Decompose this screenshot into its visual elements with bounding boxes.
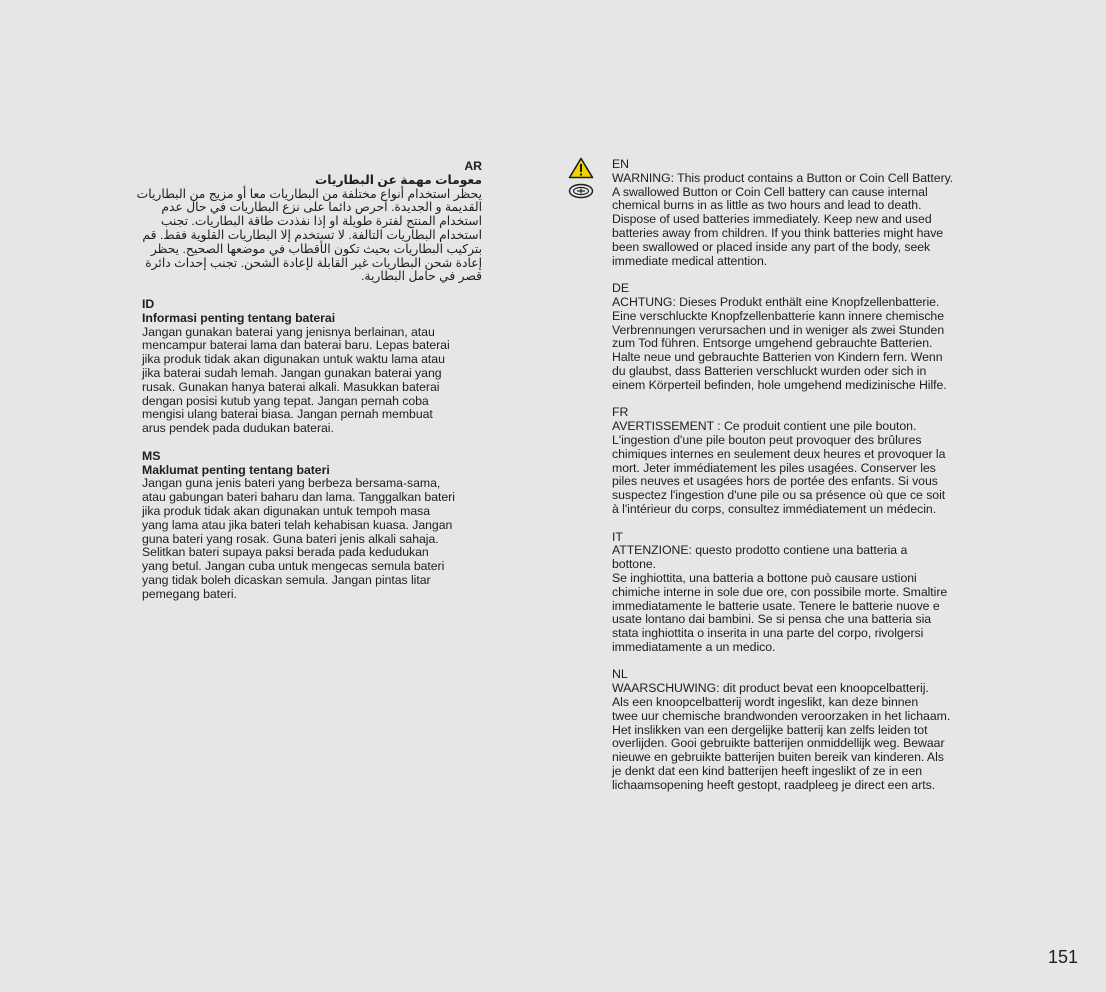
text-line: Dispose of used batteries immediately. Keep new and used — [612, 212, 932, 227]
section-code: IT — [612, 529, 623, 544]
text-line: nieuwe en gebruikte batterijen buiten bereik van kinderen. Als — [612, 750, 944, 765]
section-ms — [142, 450, 487, 602]
section-body — [612, 544, 992, 654]
section-body — [612, 682, 992, 792]
section-body — [136, 186, 482, 285]
left-column — [136, 159, 487, 615]
section-body — [142, 326, 487, 436]
section-id — [142, 298, 487, 436]
text-line: chimiques internes en seulement deux heures et provoquer la — [612, 446, 946, 461]
text-line: Jangan guna jenis bateri yang berbeza bersama-sama, — [142, 476, 441, 491]
text-line: du glaubst, dass Batterien verschluckt wurden oder sich in — [612, 363, 927, 378]
text-line: إعادة شحن البطاريات غير القابلة لإعادة الشحن. تجنب إحداث دائرة — [145, 255, 482, 270]
section-ar — [136, 159, 482, 284]
text-line: arus pendek pada dudukan baterai. — [142, 421, 334, 436]
text-line: been swallowed or placed inside any part of the body, seek — [612, 239, 931, 254]
section-nl — [612, 668, 992, 792]
text-line: jika produk tidak akan digunakan untuk waktu lama atau — [142, 352, 445, 367]
text-line: rusak. Gunakan hanya baterai alkali. Masukkan baterai — [142, 379, 440, 394]
section-code: ID — [142, 296, 155, 311]
text-line: à l'intérieur du corps, consultez immédiatement un médecin. — [612, 501, 937, 516]
text-line: Halte neue und gebrauchte Batterien von Kindern fern. Wenn — [612, 350, 943, 365]
section-en — [612, 158, 992, 268]
section-code: EN — [612, 157, 629, 171]
text-line: ACHTUNG: Dieses Produkt enthält eine Knopfzellenbatterie. — [612, 294, 940, 309]
text-line: mencampur baterai lama dan baterai baru. Lepas baterai — [142, 338, 450, 353]
text-line: Als een knoopcelbatterij wordt ingeslikt, kan deze binnen — [612, 695, 919, 710]
text-line: batteries away from children. If you think batteries might have — [612, 225, 944, 240]
text-line: Jangan gunakan baterai yang jenisnya berlainan, atau — [142, 324, 435, 339]
text-line: AVERTISSEMENT : Ce produit contient une pile bouton. — [612, 419, 917, 434]
text-line: yang betul. Jangan cuba untuk mengecas semula bateri — [142, 559, 445, 574]
text-line: twee uur chemische brandwonden veroorzaken in het lichaam. — [612, 708, 951, 723]
right-column — [612, 158, 992, 806]
text-line: بتركيب البطاريات بحيث تكون الأقطاب في موضعها الصحيح. يحظر — [150, 241, 482, 256]
text-line: atau gabungan bateri baharu dan lama. Tanggalkan bateri — [142, 490, 455, 505]
text-line: Het inslikken van een dergelijke batterij kan zelfs leiden tot — [612, 722, 928, 737]
text-line: Se inghiottita, una batteria a bottone può causare ustioni — [612, 570, 917, 585]
text-line: L'ingestion d'une pile bouton peut provoquer des brûlures — [612, 432, 922, 447]
warning-triangle-icon — [568, 157, 594, 179]
section-heading: معومات مهمة عن البطاريات — [314, 172, 482, 187]
text-line: Eine verschluckte Knopfzellenbatterie kann innere chemische — [612, 308, 944, 323]
text-line: mort. Jeter immédiatement les piles usagées. Conserver les — [612, 460, 936, 475]
text-line: قصر في حامل البطارية. — [360, 269, 482, 284]
text-line: Selitkan bateri supaya paksi berada pada kedudukan — [142, 545, 429, 560]
text-line: zum Tod führen. Entsorge umgehend gebrauchte Batterien. — [612, 336, 933, 351]
section-code: AR — [464, 159, 482, 173]
text-line: overlijden. Gooi gebruikte batterijen onmiddellijk weg. Bewaar — [612, 736, 945, 751]
text-line: stata inghiottita o inserita in una parte del corpo, rivolgersi — [612, 626, 924, 641]
text-line: pemegang bateri. — [142, 586, 237, 601]
text-line: immediatamente le batterie usate. Tenere le batterie nuove e — [612, 598, 940, 613]
text-line: jika baterai sudah lemah. Jangan gunakan baterai yang — [142, 365, 442, 380]
text-line: yang lama atau jika bateri telah kehabisan kuasa. Jangan — [142, 517, 453, 532]
text-line: bottone. — [612, 557, 657, 572]
text-line: Verbrennungen verursachen und in weniger als zwei Stunden — [612, 322, 945, 337]
section-body — [612, 172, 992, 269]
text-line: يحظر استخدام أنواع مختلفة من البطاريات معا أو مزيج من البطاريات — [136, 186, 482, 201]
text-line: guna bateri yang rosak. Guna bateri jenis alkali sahaja. — [142, 531, 439, 546]
section-body — [612, 296, 992, 393]
text-line: einem Körperteil befinden, hole umgehend medizinische Hilfe. — [612, 377, 947, 392]
section-de — [612, 282, 992, 392]
section-code: NL — [612, 667, 628, 682]
text-line: WARNING: This product contains a Button or Coin Cell Battery. — [612, 170, 954, 185]
text-line: استخدام البطاريات التالفة. لا تستخدم إلا البطاريات القلوية فقط. قم — [142, 227, 482, 242]
warning-icons — [568, 157, 596, 199]
text-line: lichaamsopening heeft gestopt, raadpleeg je direct een arts. — [612, 777, 936, 792]
text-line: je denkt dat een kind batterijen heeft ingeslikt of ze in een — [612, 764, 923, 779]
text-line: dengan posisi kutub yang tepat. Jangan pernah coba — [142, 393, 429, 408]
section-body — [142, 477, 487, 601]
text-line: ATTENZIONE: questo prodotto contiene una batteria a — [612, 543, 908, 558]
text-line: chemical burns in as little as two hours and lead to death. — [612, 198, 922, 213]
section-heading: Maklumat penting tentang bateri — [142, 462, 330, 477]
text-line: chimiche interne in sole due ore, con possibile morte. Smaltire — [612, 584, 948, 599]
text-line: A swallowed Button or Coin Cell battery can cause internal — [612, 184, 928, 199]
text-line: WAARSCHUWING: dit product bevat een knoopcelbatterij. — [612, 681, 929, 696]
text-line: mengisi ulang baterai biasa. Jangan pernah membuat — [142, 407, 433, 422]
section-fr — [612, 406, 992, 516]
section-code: FR — [612, 405, 629, 420]
text-line: استخدام المنتج لفترة طويلة او إذا نفذدت طاقة البطاريات. تجنب — [160, 214, 482, 229]
section-it — [612, 531, 992, 655]
text-line: jika produk tidak akan digunakan untuk tempoh masa — [142, 503, 431, 518]
text-line: piles neuves et usagées hors de portée des enfants. Si vous — [612, 474, 938, 489]
section-code: DE — [612, 281, 629, 296]
text-line: usate lontano dai bambini. Se si pensa che una batteria sia — [612, 612, 932, 627]
text-line: immediatamente a un medico. — [612, 639, 776, 654]
text-line: suspectez l'ingestion d'une pile ou sa présence où que ce soit — [612, 488, 946, 503]
section-heading: Informasi penting tentang baterai — [142, 310, 336, 325]
section-body — [612, 420, 992, 517]
text-line: yang tidak boleh dicaskan semula. Jangan pintas litar — [142, 572, 431, 587]
section-code: MS — [142, 448, 161, 463]
text-line: immediate medical attention. — [612, 253, 768, 268]
coin-cell-battery-icon — [568, 183, 594, 199]
text-line: القديمة و الجديدة. احرص دائما على نزع البطاريات في حال عدم — [161, 200, 482, 215]
page-number: 151 — [1047, 947, 1078, 967]
